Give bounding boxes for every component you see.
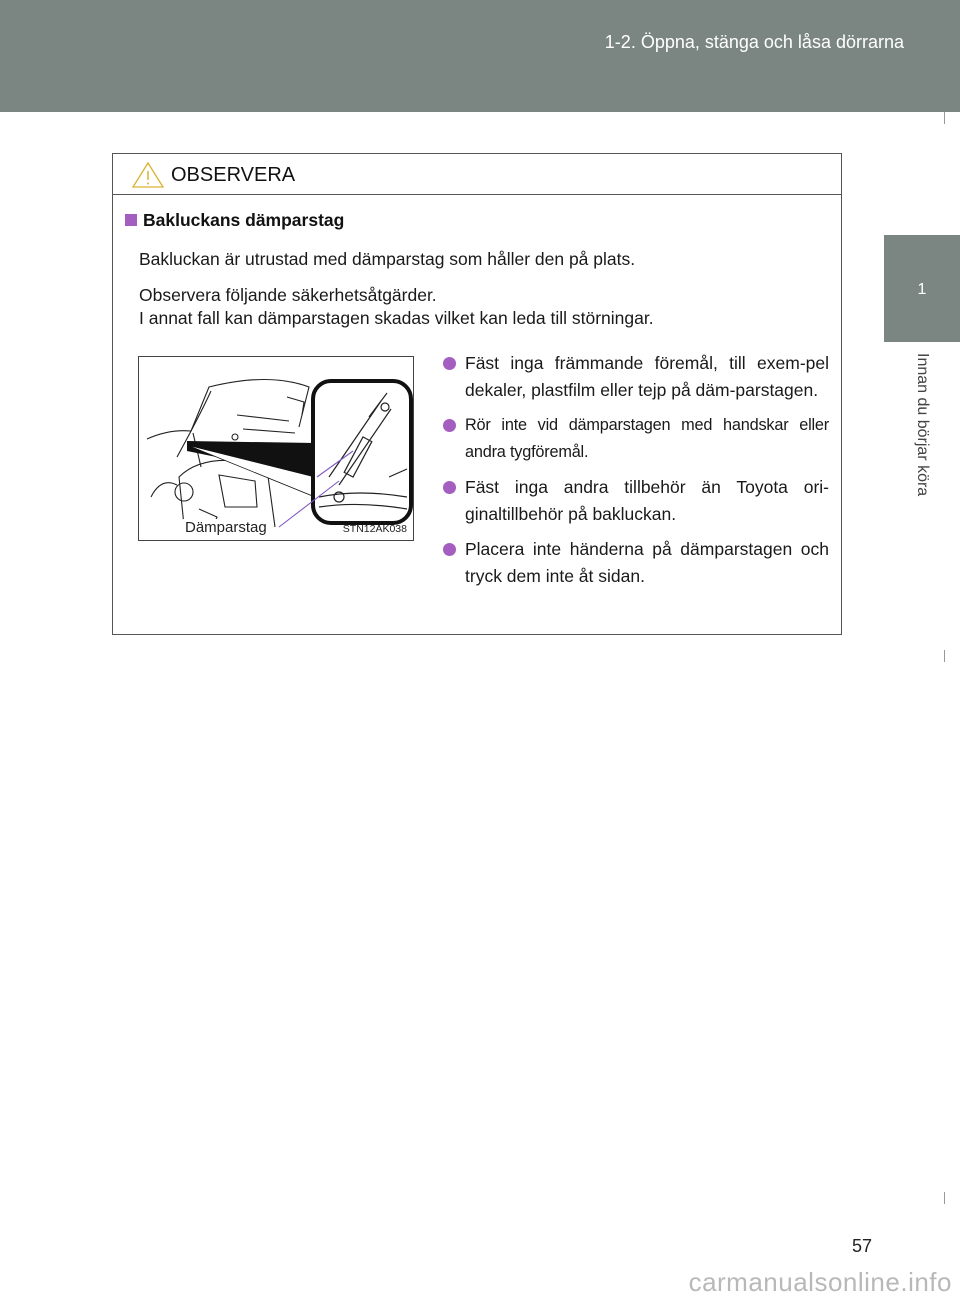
section-heading-text: Bakluckans dämparstag xyxy=(143,210,345,230)
figure-code: STN12AK038 xyxy=(342,523,407,535)
section-heading xyxy=(125,210,344,231)
list-item-text: Placera inte händerna på dämparstagen och tryck dem inte åt sidan. xyxy=(465,539,829,586)
list-item-text: Fäst inga andra tillbehör än Toyota ori-ginaltillbehör på bakluckan. xyxy=(465,477,829,524)
paragraph: Bakluckan är utrustad med dämparstag som håller den på plats. xyxy=(139,249,636,269)
list-item xyxy=(435,412,829,466)
page-header xyxy=(0,0,960,112)
round-bullet-icon xyxy=(443,419,456,432)
list-item xyxy=(435,536,829,590)
watermark: carmanualsonline.info xyxy=(688,1267,952,1297)
crop-mark xyxy=(944,1192,945,1204)
round-bullet-icon xyxy=(443,543,456,556)
section-title: 1-2. Öppna, stänga och låsa dörrarna xyxy=(604,32,904,52)
bullet-list xyxy=(435,350,829,598)
chapter-title: Innan du börjar köra xyxy=(914,353,931,497)
list-item xyxy=(435,350,829,404)
crop-mark xyxy=(944,650,945,662)
round-bullet-icon xyxy=(443,357,456,370)
list-item-text: Fäst inga främmande föremål, till exem-pel dekaler, plastfilm eller tejp på däm-parstagen. xyxy=(465,353,829,400)
round-bullet-icon xyxy=(443,481,456,494)
tailgate-illustration xyxy=(139,357,414,541)
caution-header xyxy=(113,154,841,195)
square-bullet-icon xyxy=(125,214,137,226)
warning-triangle-icon xyxy=(131,161,165,189)
crop-mark xyxy=(944,112,945,124)
paragraph-line: I annat fall kan dämparstagen skadas vilket kan leda till störningar. xyxy=(139,308,654,328)
page-number: 57 xyxy=(852,1236,873,1256)
chapter-tab xyxy=(884,235,960,342)
paragraph-line: Observera följande säkerhetsåtgärder. xyxy=(139,285,437,305)
chapter-number: 1 xyxy=(917,281,927,298)
paragraph xyxy=(139,284,654,330)
caution-title: OBSERVERA xyxy=(171,164,296,186)
caution-box xyxy=(112,153,842,635)
list-item-text: Rör inte vid dämparstagen med handskar eller andra tygföremål. xyxy=(465,416,829,461)
list-item xyxy=(435,474,829,528)
figure-callout-label: Dämparstag xyxy=(185,519,267,536)
damper-strut-illustration xyxy=(138,356,414,541)
